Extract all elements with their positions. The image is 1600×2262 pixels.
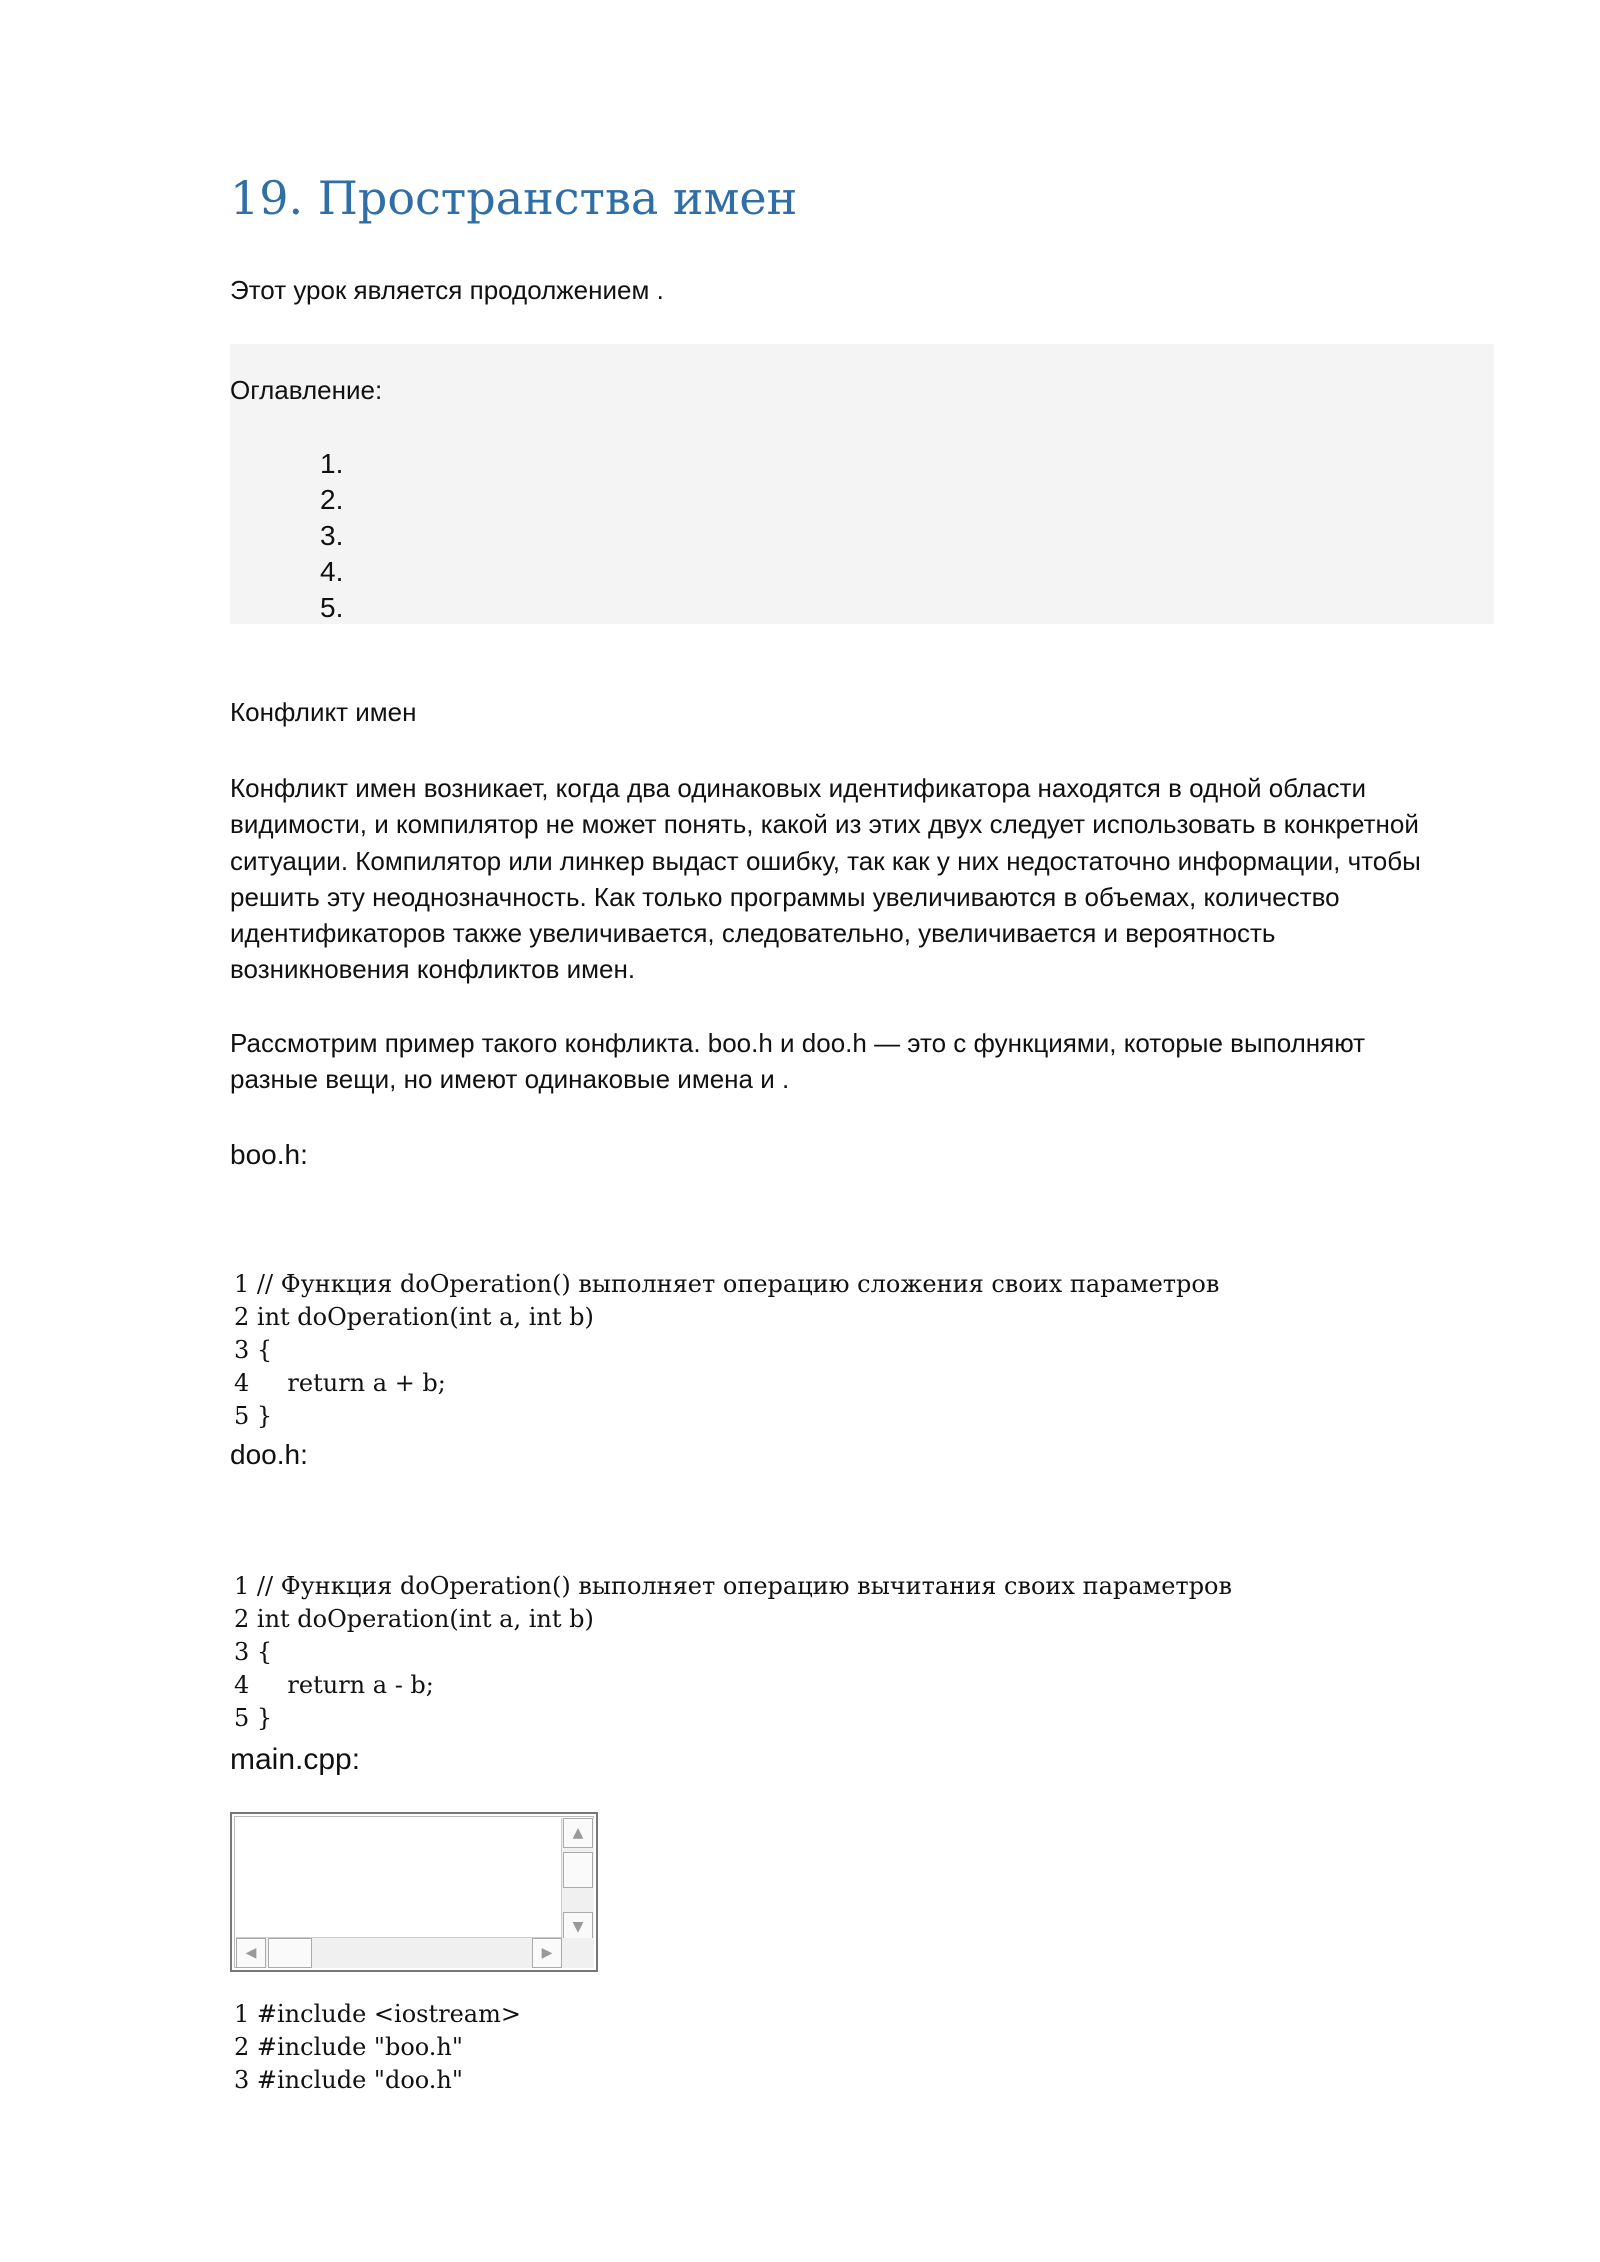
code-line: 2 #include "boo.h": [234, 2033, 463, 2061]
section-heading: Конфликт имен: [230, 697, 417, 727]
code-line: 1 #include <iostream>: [234, 2000, 521, 2028]
paragraph-line: видимости, и компилятор не может понять, какой из этих двух следует использовать в конкретной: [230, 809, 1419, 840]
scroll-left-arrow-icon[interactable]: ◀: [236, 1938, 266, 1968]
toc-item[interactable]: 4.: [320, 556, 344, 587]
horizontal-scrollbar[interactable]: [236, 1937, 562, 1968]
code-line: 2 int doOperation(int a, int b): [234, 1303, 594, 1331]
table-of-contents: [230, 344, 1494, 624]
scrollbar-corner: [562, 1938, 594, 1968]
paragraph-line: Конфликт имен возникает, когда два одинаковых идентификатора находятся в одной области: [230, 773, 1367, 803]
toc-item[interactable]: 5.: [320, 592, 344, 623]
file-label-doo: doo.h:: [230, 1439, 308, 1470]
code-line: 4 return a - b;: [234, 1671, 434, 1699]
code-block-doo: [234, 1570, 1232, 1735]
horizontal-scroll-thumb[interactable]: [268, 1938, 312, 1968]
paragraph-example: [230, 1025, 1530, 1098]
paragraph-name-conflict: [230, 770, 1530, 988]
file-label-main: main.cpp:: [230, 1743, 361, 1776]
code-line: 4 return a + b;: [234, 1369, 446, 1397]
code-line: 5 }: [234, 1402, 273, 1430]
paragraph-line: решить эту неоднозначность. Как только программы увеличиваются в объемах, количество: [230, 881, 1340, 912]
code-line: 5 }: [234, 1704, 273, 1732]
intro-text: Этот урок является продолжением .: [230, 275, 664, 305]
code-block-main: [234, 1998, 521, 2097]
code-line: 3 #include "doo.h": [234, 2066, 463, 2094]
vertical-scrollbar[interactable]: [561, 1818, 594, 1942]
code-line: 3 {: [234, 1336, 273, 1364]
page-title: 19. Пространства имен: [230, 171, 798, 225]
code-textarea[interactable]: [230, 1812, 598, 1972]
paragraph-line: Рассмотрим пример такого конфликта. boo.h и doo.h — это с функциями, которые выполняют: [230, 1028, 1366, 1058]
toc-item[interactable]: 1.: [320, 448, 344, 479]
code-line: 2 int doOperation(int a, int b): [234, 1605, 594, 1633]
toc-item[interactable]: 3.: [320, 520, 344, 551]
file-label-boo: boo.h:: [230, 1139, 308, 1170]
toc-label: Оглавление:: [230, 375, 383, 405]
code-line: 1 // Функция doOperation() выполняет операцию вычитания своих параметров: [234, 1572, 1233, 1600]
scroll-down-arrow-icon[interactable]: ▼: [563, 1912, 593, 1942]
code-line: 3 {: [234, 1638, 273, 1666]
toc-item[interactable]: 2.: [320, 484, 344, 515]
vertical-scroll-thumb[interactable]: [563, 1852, 593, 1888]
code-block-boo: [234, 1268, 1219, 1433]
paragraph-line: ситуации. Компилятор или линкер выдаст ошибку, так как у них недостаточно информации, чтобы: [230, 845, 1421, 876]
scroll-up-arrow-icon[interactable]: ▲: [563, 1818, 593, 1848]
paragraph-line: идентификаторов также увеличивается, следовательно, увеличивается и вероятность: [230, 918, 1276, 949]
code-line: 1 // Функция doOperation() выполняет операцию сложения своих параметров: [234, 1270, 1220, 1298]
paragraph-line: возникновения конфликтов имен.: [230, 954, 636, 985]
paragraph-line: разные вещи, но имеют одинаковые имена и .: [230, 1064, 790, 1095]
scroll-right-arrow-icon[interactable]: ▶: [532, 1938, 562, 1968]
